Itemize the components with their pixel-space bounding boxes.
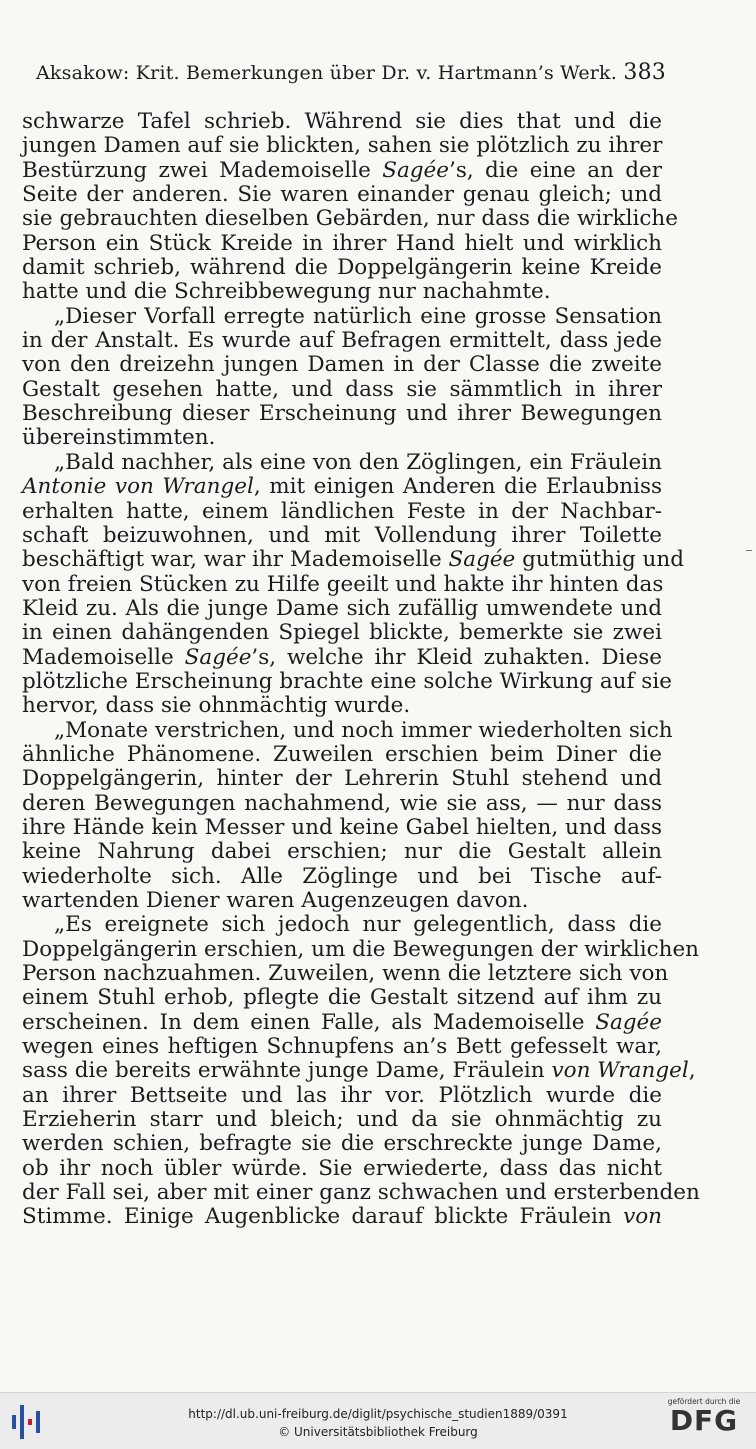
text-segment: gutmüthig und	[515, 547, 685, 573]
text-line	[22, 547, 685, 573]
text-line	[22, 451, 662, 475]
viewer-footer	[0, 1392, 756, 1449]
text-segment: ’s, welche ihr Kleid zuhakten. Diese	[251, 644, 662, 670]
text-segment: ’s, die eine an der	[448, 157, 662, 183]
text-segment: werden schien, befragte sie die erschreckte junge Dame,	[22, 1131, 662, 1157]
text-segment: Kleid zu. Als die junge Dame sich zufällig umwendete und	[22, 595, 662, 621]
text-line	[22, 668, 672, 694]
text-segment: „Monate verstrichen, und noch immer wiederholten sich	[54, 717, 673, 743]
text-line	[22, 134, 662, 158]
text-line	[22, 329, 662, 353]
text-line	[22, 378, 662, 402]
text-segment: Beschreibung dieser Erscheinung und ihrer Bewegungen	[22, 401, 662, 427]
text-segment: erscheinen. In dem einen Falle, als Mademoiselle	[22, 1009, 596, 1035]
text-line	[22, 573, 662, 597]
text-segment: Bestürzung zwei Mademoiselle	[22, 157, 383, 183]
text-segment: ob ihr noch übler würde. Sie erwiederte, dass das nicht	[22, 1155, 662, 1181]
text-segment: wartenden Diener waren Augenzeugen davon.	[22, 888, 529, 913]
text-line	[22, 986, 662, 1010]
text-line	[22, 1108, 662, 1132]
text-line	[22, 1157, 662, 1181]
text-line	[22, 717, 673, 743]
text-segment: an ihrer Bettseite und las ihr vor. Plötzlich wurde die	[22, 1082, 662, 1108]
text-segment: übereinstimmten.	[22, 425, 216, 451]
italic-text: von	[623, 1204, 662, 1230]
text-line	[22, 110, 662, 134]
dfg-logo-text: DFG	[669, 1404, 739, 1437]
running-title: Aksakow: Krit. Bemerkungen über Dr. v. Hartmann’s Werk.	[36, 62, 618, 84]
text-line	[22, 426, 662, 450]
text-line	[22, 256, 662, 280]
text-segment: schwarze Tafel schrieb. Während sie dies that und die	[22, 109, 662, 134]
text-line	[22, 889, 662, 913]
text-segment: keine Nahrung dabei erschien; nur die Gestalt allein	[22, 839, 662, 865]
text-segment: „Bald nachher, als eine von den Zöglingen, ein Fräulein	[54, 449, 662, 475]
text-line	[22, 1011, 662, 1035]
text-line	[22, 1084, 662, 1108]
text-line	[22, 500, 662, 524]
copyright-notice: © Universitätsbibliothek Freiburg	[278, 1425, 478, 1439]
text-segment: Mademoiselle	[22, 644, 185, 670]
text-segment: „Dieser Vorfall erregte natürlich eine grosse Sensation	[54, 303, 662, 329]
text-segment: sass die bereits erwähnte junge Dame, Fräulein	[22, 1058, 552, 1084]
text-segment: wiederholte sich. Alle Zöglinge und bei Tische auf-	[22, 863, 662, 889]
text-line	[22, 232, 662, 256]
dfg-logo	[662, 1397, 746, 1445]
text-segment: schaft beizuwohnen, und mit Vollendung ihrer Toilette	[22, 522, 662, 548]
text-line	[22, 1205, 662, 1229]
text-segment: Doppelgängerin, hinter der Lehrerin Stuhl stehend und	[22, 766, 662, 792]
page-number: 383	[623, 60, 666, 85]
text-line	[22, 792, 662, 816]
text-line	[22, 524, 662, 548]
text-segment: in der Anstalt. Es wurde auf Befragen ermittelt, dass jede	[22, 328, 662, 354]
text-segment: ähnliche Phänomene. Zuweilen erschien beim Diner die	[22, 741, 662, 767]
dfg-funding-text: gefördert durch die	[667, 1397, 741, 1406]
text-line	[22, 743, 662, 767]
text-line	[22, 1035, 662, 1059]
text-line	[22, 597, 662, 621]
italic-text: Sagée	[382, 157, 449, 183]
text-line	[22, 475, 662, 499]
text-line	[22, 402, 662, 426]
text-line	[22, 305, 662, 329]
text-segment: erhalten hatte, einem ländlichen Feste in der Nachbar-	[22, 498, 662, 524]
text-segment: von freien Stücken zu Hilfe geeilt und hakte ihr hinten das	[22, 571, 664, 597]
text-segment: ihre Hände kein Messer und keine Gabel hielten, und dass	[22, 814, 662, 840]
text-segment: beschäftigt war, war ihr Mademoiselle	[22, 547, 449, 573]
text-segment: jungen Damen auf sie blickten, sahen sie plötzlich zu ihrer	[22, 133, 663, 159]
text-line	[22, 865, 662, 889]
text-line	[22, 1180, 700, 1206]
text-segment: wegen eines heftigen Schnupfens an’s Bett gefesselt war,	[22, 1034, 662, 1060]
text-segment: von den dreizehn jungen Damen in der Classe die zweite	[22, 352, 662, 378]
text-line	[22, 936, 700, 962]
text-segment: , mit einigen Anderen die Erlaubniss	[253, 474, 663, 500]
text-line	[22, 913, 662, 937]
text-segment: deren Bewegungen nachahmend, wie sie ass, — nur dass	[22, 790, 662, 816]
text-line	[22, 1058, 696, 1084]
text-segment: damit schrieb, während die Doppelgängerin keine Kreide	[22, 255, 662, 281]
text-line	[22, 206, 678, 232]
text-line	[22, 183, 662, 207]
text-segment: Stimme. Einige Augenblicke darauf blickte Fräulein	[22, 1204, 624, 1230]
text-segment: in einen dahängenden Spiegel blickte, bemerkte sie zwei	[22, 620, 662, 646]
text-segment: sie gebrauchten dieselben Gebärden, nur dass die wirkliche	[22, 206, 678, 232]
italic-text: Antonie von Wrangel	[22, 474, 254, 500]
text-line	[22, 767, 662, 791]
text-line	[22, 280, 662, 304]
text-segment: Gestalt gesehen hatte, und dass sie sämmtlich in ihrer	[22, 376, 662, 402]
text-line	[22, 621, 662, 645]
italic-text: von Wrangel	[551, 1058, 689, 1084]
text-segment: hervor, dass sie ohnmächtig wurde.	[22, 693, 411, 719]
text-segment: hatte und die Schreibbewegung nur nachahmte.	[22, 279, 551, 305]
text-segment: ,	[688, 1058, 696, 1084]
text-segment: Erzieherin starr und bleich; und da sie ohnmächtig zu	[22, 1107, 662, 1133]
italic-text: Sagée	[448, 547, 516, 573]
text-line	[22, 961, 669, 987]
text-segment: „Es ereignete sich jedoch nur gelegentlich, dass die	[54, 912, 662, 938]
body-text	[22, 109, 700, 1230]
text-segment: einem Stuhl erhob, pflegte die Gestalt sitzend auf ihm zu	[22, 985, 662, 1011]
text-segment: plötzliche Erscheinung brachte eine solche Wirkung auf sie	[22, 668, 672, 694]
text-segment: der Fall sei, aber mit einer ganz schwachen und ersterbenden	[22, 1180, 700, 1206]
text-segment: Person nachzuahmen. Zuweilen, wenn die letztere sich von	[22, 961, 669, 987]
text-line	[22, 353, 662, 377]
text-line	[22, 1132, 662, 1156]
text-line	[22, 816, 662, 840]
text-line	[22, 159, 662, 183]
text-line	[22, 694, 662, 718]
text-line	[22, 840, 662, 864]
text-segment: Seite der anderen. Sie waren einander genau gleich; und	[22, 182, 662, 208]
text-segment: Person ein Stück Kreide in ihrer Hand hielt und wirklich	[22, 230, 662, 256]
margin-mark	[746, 550, 752, 551]
source-url[interactable]: http://dl.ub.uni-freiburg.de/diglit/psychische_studien1889/0391	[188, 1407, 568, 1421]
italic-text: Sagée	[184, 644, 252, 670]
text-line	[22, 646, 662, 670]
text-segment: Doppelgängerin erschien, um die Bewegungen der wirklichen	[22, 936, 700, 962]
italic-text: Sagée	[595, 1009, 662, 1035]
